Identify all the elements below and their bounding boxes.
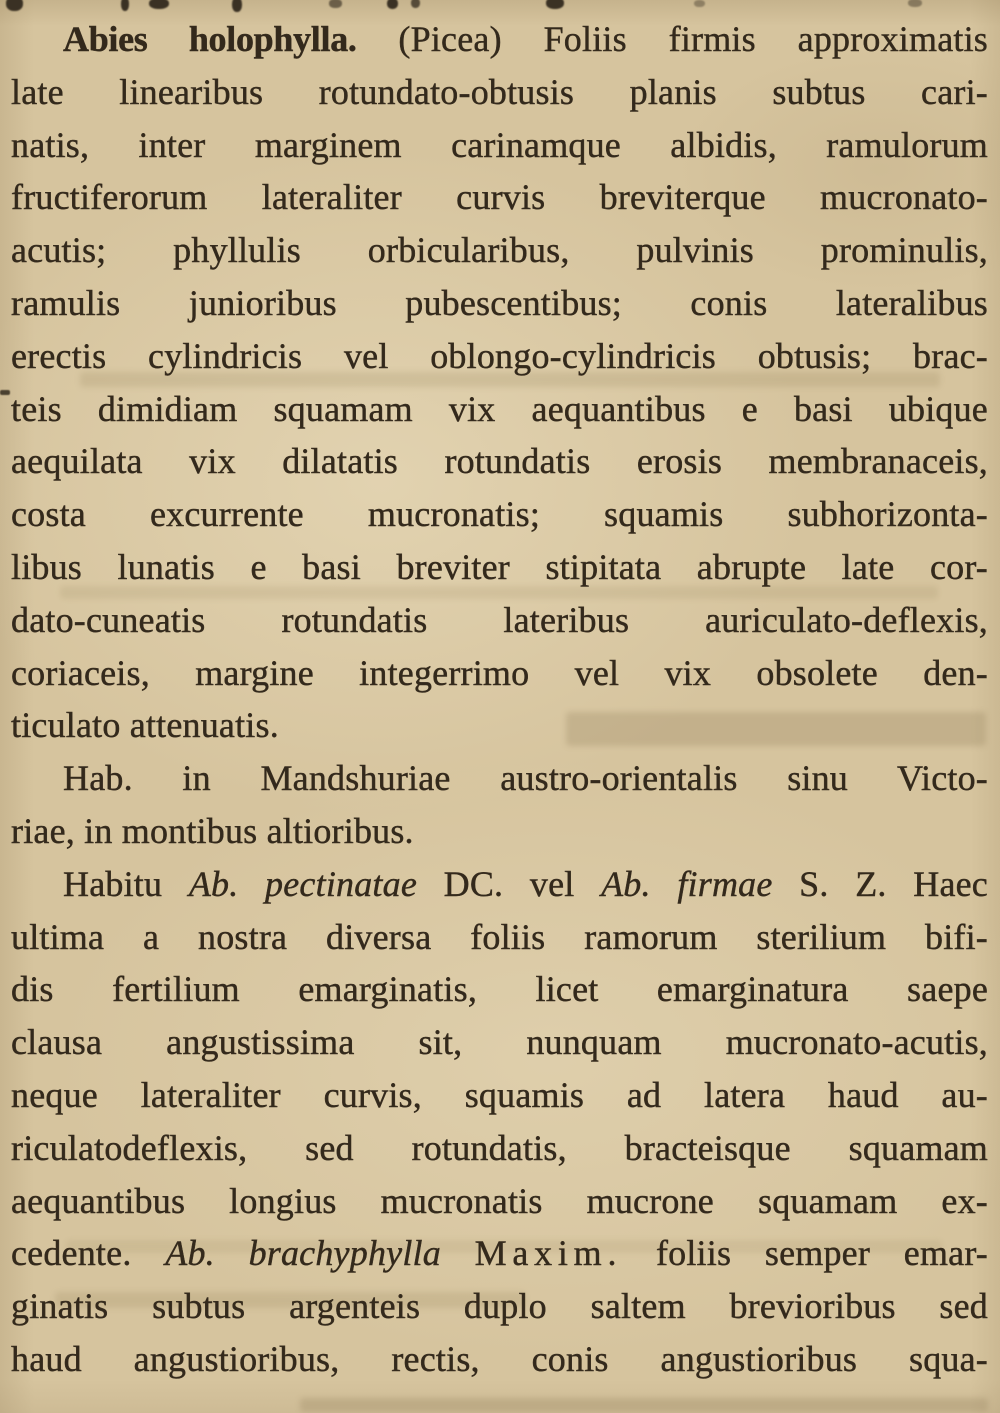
text-line <box>11 699 988 752</box>
glyph-fragment <box>546 0 564 9</box>
glyph-fragment <box>908 0 922 7</box>
glyph-fragment <box>121 0 129 11</box>
text-line <box>11 1280 988 1333</box>
text-segment: (Picea) Foliis firmis approximatis <box>356 19 988 59</box>
text-line <box>11 13 988 66</box>
text-segment: cedente. <box>11 1233 166 1274</box>
text-segment: teis dimidiam squamam vix aequantibus e basi ubique <box>11 388 988 429</box>
text-line <box>11 277 988 330</box>
text-segment <box>441 1233 475 1273</box>
text-segment: dis fertilium emarginatis, licet emarginatura saepe <box>11 969 988 1010</box>
text-line <box>11 1227 988 1280</box>
glyph-fragment <box>411 0 420 8</box>
text-line <box>11 647 988 700</box>
glyph-fragment <box>6 0 23 11</box>
show-through-mark <box>300 1398 988 1412</box>
text-segment: riculatodeflexis, sed rotundatis, bracteisque squamam <box>11 1127 988 1168</box>
text-line <box>11 383 988 436</box>
text-segment: ramulis junioribus pubescentibus; conis lateralibus <box>11 282 988 323</box>
text-line <box>11 752 988 805</box>
text-segment: ultima a nostra diversa foliis ramorum sterilium bifi- <box>11 916 988 957</box>
text-line <box>11 541 988 594</box>
glyph-fragment <box>694 0 705 7</box>
text-segment: dato-cuneatis rotundatis lateribus auriculato-deflexis, <box>11 599 988 640</box>
taxon-name-italic: Ab. brachyphylla <box>165 1233 441 1274</box>
text-segment: erectis cylindricis vel oblongo-cylindricis obtusis; brac- <box>11 335 988 376</box>
text-segment: libus lunatis e basi breviter stipitata abrupte late cor- <box>11 546 988 587</box>
text-line <box>11 594 988 647</box>
habitat-note: riae, in montibus altioribus. <box>11 810 414 851</box>
text-line <box>11 119 988 172</box>
text-segment: ticulato attenuatis. <box>11 705 279 746</box>
text-segment: coriaceis, margine integerrimo vel vix obsolete den- <box>11 652 988 693</box>
text-line <box>11 858 988 911</box>
text-segment: DC. vel <box>417 863 602 904</box>
text-line <box>11 805 988 858</box>
text-line <box>11 1175 988 1228</box>
text-segment: acutis; phyllulis orbicularibus, pulvinis prominulis, <box>11 230 988 271</box>
text-line <box>11 330 988 383</box>
glyph-fragment <box>232 0 242 12</box>
text-segment: aequilata vix dilatatis rotundatis erosis membranaceis, <box>11 441 988 482</box>
text-segment: neque lateraliter curvis, squamis ad latera haud au- <box>11 1074 988 1115</box>
taxon-name-italic: Ab. firmae <box>601 863 773 904</box>
text-segment: fructiferorum lateraliter curvis breviterque mucronato- <box>11 177 988 218</box>
text-line <box>11 66 988 119</box>
text-segment: late linearibus rotundato-obtusis planis subtus cari- <box>11 71 988 112</box>
text-line <box>11 435 988 488</box>
glyph-fragment <box>329 0 342 8</box>
species-heading: Abies holophylla. <box>63 19 357 59</box>
text-segment: aequantibus longius mucronatis mucrone squamam ex- <box>11 1180 988 1221</box>
text-line <box>11 224 988 277</box>
text-segment: ginatis subtus argenteis duplo saltem brevioribus sed <box>11 1286 988 1327</box>
text-segment: clausa angustissima sit, nunquam mucronato-acutis, <box>11 1022 988 1063</box>
text-line <box>11 911 988 964</box>
text-block <box>11 13 988 1386</box>
text-segment: natis, inter marginem carinamque albidis, ramulorum <box>11 124 988 165</box>
glyph-fragment <box>149 0 169 9</box>
text-line <box>11 1069 988 1122</box>
habitat-note: Hab. in Mandshuriae austro-orientalis sinu Victo- <box>63 758 988 799</box>
taxon-name-italic: Ab. pectinatae <box>188 863 417 904</box>
margin-ink-mark <box>0 390 10 395</box>
text-segment: S. Z. Haec <box>772 863 988 904</box>
glyph-fragment <box>387 0 398 9</box>
text-segment: foliis semper emar- <box>622 1233 988 1274</box>
text-line <box>11 1016 988 1069</box>
text-segment: haud angustioribus, rectis, conis angustioribus squa- <box>11 1338 988 1379</box>
text-segment: Habitu <box>63 863 189 904</box>
text-line <box>11 963 988 1016</box>
text-segment: costa excurrente mucronatis; squamis subhorizonta- <box>11 494 988 535</box>
text-line <box>11 1333 988 1386</box>
text-line <box>11 171 988 224</box>
text-line <box>11 1122 988 1175</box>
author-abbreviation-spaced: Maxim. <box>474 1233 623 1274</box>
text-line <box>11 488 988 541</box>
